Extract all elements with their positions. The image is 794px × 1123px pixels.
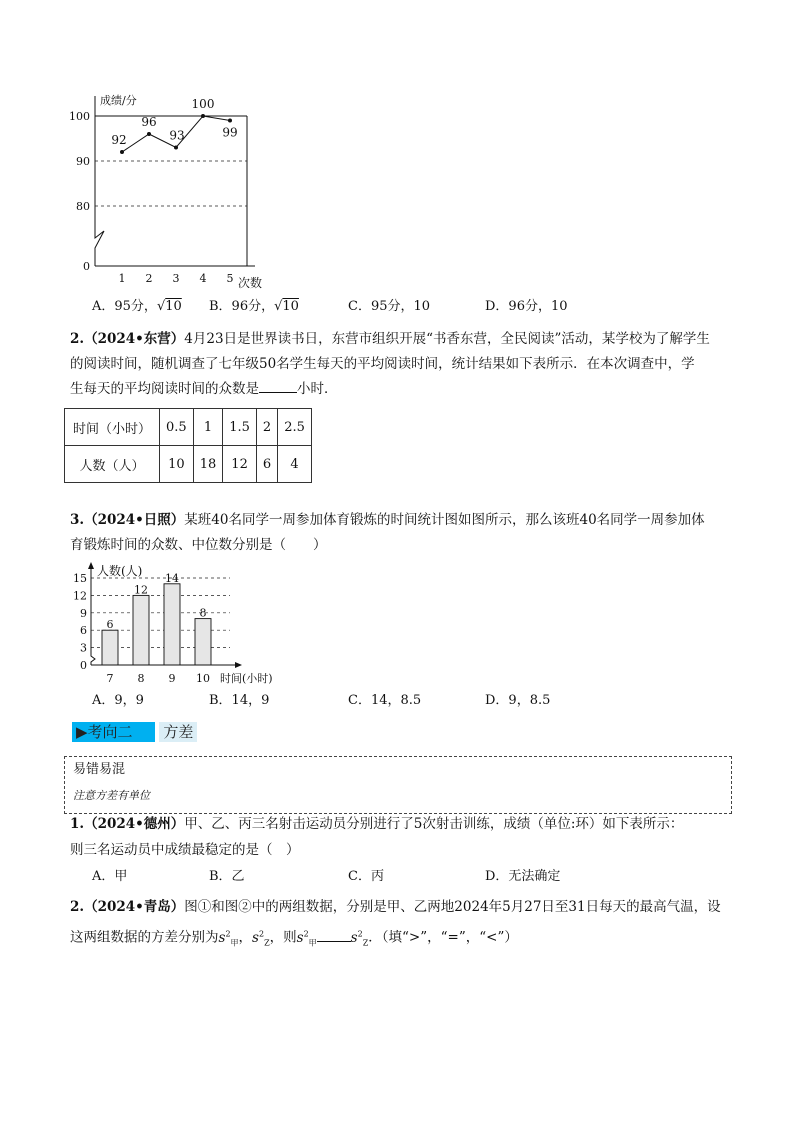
x-tick-label: 2 [145, 272, 153, 285]
table-row: 时间（小时） 0.5 1 1.5 2 2.5 [65, 409, 312, 446]
q4-option-b: B．乙 [209, 869, 245, 884]
x-axis-arrow [235, 662, 242, 668]
bar-value-label: 8 [199, 606, 207, 620]
section-marker: ▶考向二 [72, 722, 141, 742]
q1-option-d: D．96分，10 [485, 299, 568, 314]
bar-value-label: 6 [106, 618, 114, 632]
q1-option-b: B．96分，√10 [209, 299, 299, 314]
x-tick-label: 7 [106, 672, 114, 685]
q5-line1: 2.（2024•青岛）图①和图②中的两组数据，分别是甲、乙两地2024年5月27日至31日每天的最高气温，设 [70, 899, 721, 915]
bar [164, 584, 180, 665]
q5-line2: 这两组数据的方差分别为$s^2_甲$，$s^2_Z$，则$s^2_甲$ $s^2_Z$．（填“>”，“=”，“<”） [70, 929, 518, 948]
y-axis-label: 人数(人) [97, 564, 143, 578]
q3-line2: 育锻炼时间的众数、中位数分别是（ ） [70, 537, 327, 553]
bar [133, 595, 149, 665]
y-tick-label: 0 [80, 659, 87, 672]
x-tick-label: 8 [137, 672, 145, 685]
q1-option-c: C．95分，10 [348, 299, 431, 314]
data-point [120, 150, 124, 154]
q4-line1: 1.（2024•德州）甲、乙、丙三名射击运动员分别进行了5次射击训练，成绩（单位:环）如下表所示： [70, 816, 684, 832]
q4-option-d: D．无法确定 [485, 869, 561, 884]
x-tick-label: 1 [118, 272, 126, 285]
tip-title: 易错易混 [73, 762, 126, 777]
y-axis-with-break [91, 566, 95, 665]
variance-jia: $s^2_甲$ [296, 929, 317, 948]
line-chart-plot [69, 93, 262, 290]
q2-line1: 2.（2024•东营）4月23日是世界读书日，东营市组织开展“书香东营，全民阅读”活动，某学校为了解学生 [70, 331, 710, 347]
data-label: 100 [191, 97, 215, 111]
q3-line1: 3.（2024•日照）某班40名同学一周参加体育锻炼的时间统计图如图所示，那么该班40名同学一周参加体 [70, 512, 705, 528]
variance-jia: $s^2_甲$ [218, 929, 239, 948]
answer-blank[interactable] [259, 392, 297, 393]
data-point [147, 132, 151, 136]
data-point [174, 146, 178, 150]
bar-value-label: 12 [134, 583, 148, 597]
q3-option-d: D．9，8.5 [485, 693, 551, 708]
x-tick-label: 5 [226, 272, 234, 285]
y-tick-label: 80 [76, 200, 90, 213]
y-axis-with-break [95, 116, 104, 266]
q4-option-a: A．甲 [92, 869, 128, 884]
y-tick-label: 100 [69, 110, 90, 123]
bar-value-label: 14 [165, 571, 179, 585]
q3-option-a: A．9，9 [92, 693, 144, 708]
y-tick-label: 3 [80, 641, 87, 655]
x-axis-label: 次数 [238, 276, 263, 290]
variance-yi: $s^2_Z$ [252, 929, 270, 948]
q4-line2: 则三名运动员中成绩最稳定的是（ ） [70, 842, 300, 858]
y-tick-label: 12 [73, 589, 87, 603]
sqrt-sign: √ [274, 299, 283, 314]
x-tick-label: 3 [172, 272, 180, 285]
q1-option-a: A．95分，√10 [92, 299, 182, 314]
y-tick-label: 0 [83, 260, 90, 273]
exercise-bar-chart [70, 560, 300, 685]
x-tick-label: 9 [168, 672, 176, 685]
bar [102, 630, 118, 665]
x-tick-label: 4 [199, 272, 207, 285]
data-point [228, 119, 232, 123]
q3-option-b: B．14，9 [209, 693, 270, 708]
y-tick-label: 15 [73, 572, 87, 585]
bar-chart-plot [73, 562, 273, 685]
reading-time-table [64, 408, 312, 483]
section-header [72, 721, 197, 742]
section-title: 方差 [159, 722, 197, 742]
data-point [201, 114, 205, 118]
y-axis-label: 成绩/分 [100, 94, 137, 107]
tip-box [64, 756, 732, 814]
section-spacer [141, 722, 156, 742]
bar [195, 619, 211, 665]
q4-option-c: C．丙 [348, 869, 384, 884]
table-row: 人数（人） 10 18 12 6 4 [65, 446, 312, 483]
data-label: 93 [169, 128, 185, 143]
q3-option-c: C．14，8.5 [348, 693, 422, 708]
data-label: 92 [111, 133, 127, 147]
y-tick-label: 6 [80, 624, 87, 638]
sqrt-sign: √ [156, 299, 166, 314]
tip-body: 注意方差有单位 [73, 789, 150, 802]
q2-line3: 生每天的平均阅读时间的众数是 小时． [70, 381, 338, 397]
y-tick-label: 90 [76, 155, 90, 168]
y-axis-arrow [88, 562, 94, 569]
x-axis-label: 时间(小时) [220, 672, 273, 685]
y-tick-label: 9 [80, 606, 87, 620]
variance-yi: $s^2_Z$ [350, 929, 369, 948]
data-label: 96 [141, 115, 157, 129]
score-line-chart [60, 88, 290, 293]
q2-line2: 的阅读时间，随机调查了七年级50名学生每天的平均阅读时间，统计结果如下表所示．在本次调查中，学 [70, 356, 695, 372]
answer-blank[interactable] [317, 941, 351, 942]
x-tick-label: 10 [196, 672, 210, 685]
data-label: 99 [222, 125, 238, 140]
